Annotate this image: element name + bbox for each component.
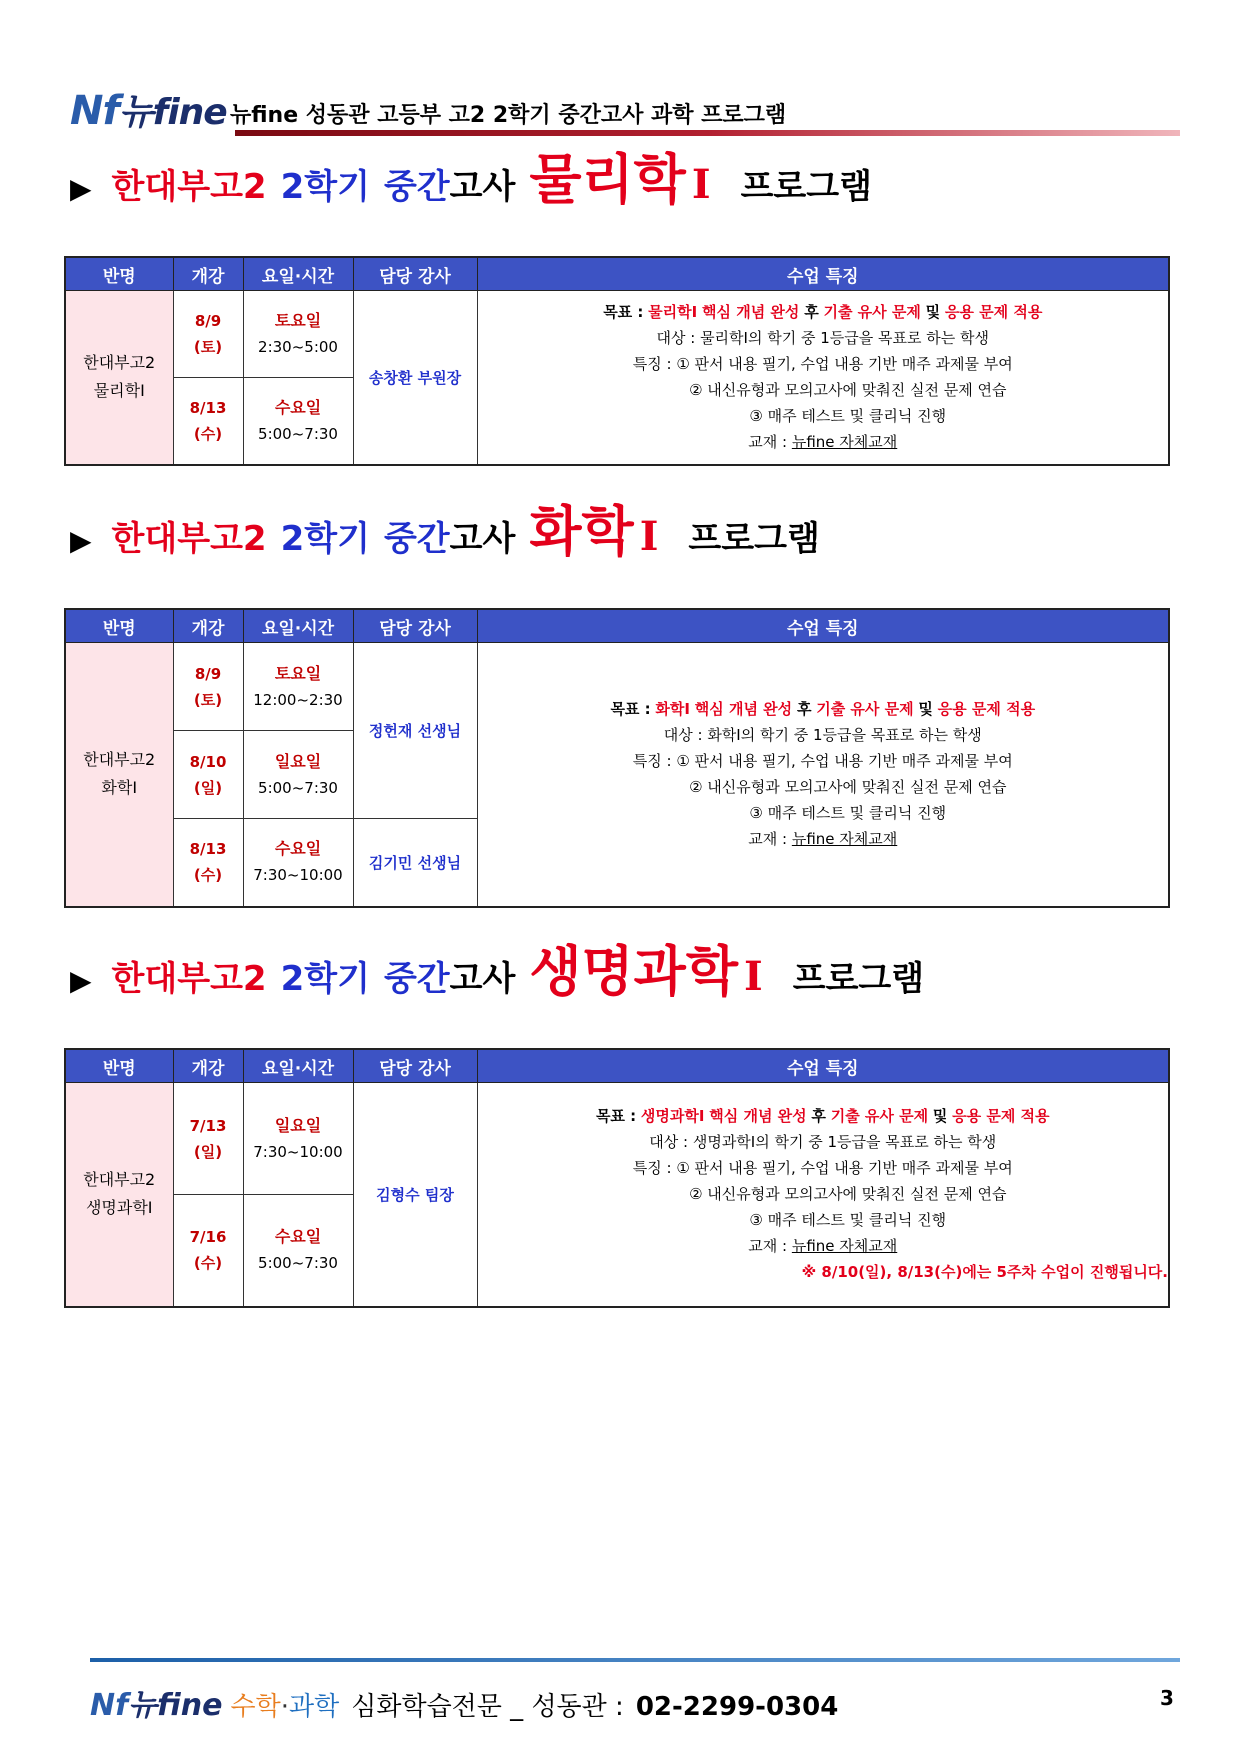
- goal-d: 및: [918, 700, 933, 719]
- page-footer: [90, 1680, 838, 1724]
- goal-line: [478, 1103, 1169, 1129]
- open-dow: (일): [193, 778, 223, 797]
- title-exam-b: 고사: [449, 959, 516, 999]
- title-exam-a: 중간: [383, 167, 450, 207]
- footer-logo: [90, 1688, 222, 1723]
- schedule-table-biology: [64, 1048, 1170, 1308]
- teacher-cell: 김기민 선생님: [353, 819, 477, 907]
- document-title: 뉴fine 성동관 고등부 고2 2학기 중간고사 과학 프로그램: [230, 103, 787, 128]
- table-row: [65, 1083, 1169, 1195]
- feature-1: ① 판서 내용 필기, 수업 내용 기반 매주 과제물 부여: [676, 1159, 1013, 1178]
- triangle-bullet-icon: ▶: [70, 172, 92, 205]
- feature-label: 특징 :: [632, 752, 672, 771]
- logo-text-b: fine: [152, 92, 227, 133]
- brand-logo: [70, 84, 227, 135]
- time-range: 5:00~7:30: [258, 778, 338, 797]
- time-range: 5:00~7:30: [258, 424, 338, 443]
- weekday: 수요일: [274, 839, 322, 859]
- time-cell: [243, 291, 353, 378]
- open-date: 8/10: [189, 752, 227, 771]
- goal-c: 기출 유사 문제: [830, 1107, 929, 1126]
- class-name-cell: [65, 1083, 173, 1307]
- feature-label: 특징 :: [632, 1159, 672, 1178]
- page-header: [70, 84, 1180, 140]
- open-date-cell: [173, 1195, 243, 1307]
- title-school: 한대부고2: [111, 519, 267, 559]
- time-cell: [243, 378, 353, 465]
- goal-a: 핵심 개념 완성: [702, 303, 800, 322]
- weekday: 수요일: [274, 1227, 322, 1247]
- feature-line-1: [478, 351, 1169, 377]
- title-subject: 생명과학: [529, 940, 739, 1003]
- logo-n: Nf: [70, 88, 119, 134]
- header-time: 요일·시간: [243, 257, 353, 291]
- section-title-biology: [70, 942, 924, 1011]
- table-row: [65, 643, 1169, 731]
- open-dow: (수): [193, 1254, 223, 1273]
- title-subject: 물리학: [529, 148, 686, 211]
- book-label: 교재 :: [748, 433, 788, 452]
- class-name-cell: [65, 643, 173, 907]
- time-cell: [243, 643, 353, 731]
- open-date: 8/13: [189, 398, 227, 417]
- time-cell: [243, 1195, 353, 1307]
- title-program: 프로그램: [688, 519, 820, 559]
- schedule-table-physics: [64, 256, 1170, 466]
- footer-tag-math: 수학: [230, 1692, 281, 1722]
- header-open: 개강: [173, 257, 243, 291]
- class-name-cell: [65, 291, 173, 465]
- target-line: 대상 : 물리학Ⅰ의 학기 중 1등급을 목표로 하는 학생: [656, 329, 989, 348]
- header-features: 수업 특징: [477, 1049, 1169, 1083]
- goal-a: 핵심 개념 완성: [709, 1107, 807, 1126]
- feature-line-1: [478, 1155, 1169, 1181]
- triangle-bullet-icon: ▶: [70, 524, 92, 557]
- teacher-cell: 김형수 팀장: [353, 1083, 477, 1307]
- feature-line-2: ② 내신유형과 모의고사에 맞춰진 실전 문제 연습: [689, 778, 1007, 797]
- open-date-cell: [173, 378, 243, 465]
- schedule-table-chemistry: [64, 608, 1170, 908]
- header-class: 반명: [65, 1049, 173, 1083]
- goal-b: 후: [796, 700, 812, 719]
- weekday: 토요일: [274, 663, 322, 683]
- time-range: 7:30~10:00: [253, 866, 343, 885]
- header-time: 요일·시간: [243, 1049, 353, 1083]
- header-teacher: 담당 강사: [353, 1049, 477, 1083]
- class-line2: 물리학Ⅰ: [93, 381, 145, 401]
- goal-d: 및: [932, 1107, 948, 1126]
- open-date: 8/9: [194, 664, 222, 683]
- title-roman: Ⅰ: [691, 161, 711, 208]
- features-cell: [477, 643, 1169, 907]
- goal-line: [478, 299, 1169, 325]
- table-header-row: [65, 609, 1169, 643]
- book-name: 뉴fine 자체교재: [791, 830, 898, 849]
- goal-a: 핵심 개념 완성: [694, 700, 793, 719]
- time-cell: [243, 1083, 353, 1195]
- title-school: 한대부고2: [111, 959, 267, 999]
- book-name: 뉴fine 자체교재: [791, 433, 898, 452]
- teacher-cell: 정헌재 선생님: [353, 643, 477, 819]
- weekday: 수요일: [274, 397, 322, 417]
- class-line2: 화학Ⅰ: [101, 778, 138, 798]
- open-date: 7/13: [189, 1116, 227, 1135]
- teacher-cell: 송창환 부원장: [353, 291, 477, 465]
- goal-subject: 물리학Ⅰ: [648, 303, 698, 322]
- feature-line-3: ③ 매주 테스트 및 클리닉 진행: [749, 804, 947, 823]
- book-name: 뉴fine 자체교재: [791, 1237, 898, 1256]
- book-label: 교재 :: [748, 830, 788, 849]
- header-open: 개강: [173, 609, 243, 643]
- title-school: 한대부고2: [111, 167, 267, 207]
- title-grade: 2학기: [280, 959, 370, 999]
- schedule-note: ※ 8/10(일), 8/13(수)에는 5주차 수업이 진행됩니다.: [801, 1263, 1168, 1282]
- header-time: 요일·시간: [243, 609, 353, 643]
- time-range: 5:00~7:30: [258, 1254, 338, 1273]
- open-dow: (토): [193, 690, 223, 709]
- goal-b: 후: [811, 1107, 826, 1126]
- title-grade: 2학기: [280, 167, 370, 207]
- feature-1: ① 판서 내용 필기, 수업 내용 기반 매주 과제물 부여: [676, 355, 1013, 374]
- features-cell: [477, 1083, 1169, 1307]
- title-subject: 화학: [529, 500, 634, 563]
- title-roman: Ⅰ: [744, 953, 763, 1000]
- title-exam-b: 고사: [449, 519, 516, 559]
- open-date: 8/13: [189, 840, 227, 859]
- title-exam-a: 중간: [383, 959, 450, 999]
- goal-label: 목표 :: [610, 700, 651, 719]
- open-date: 7/16: [189, 1228, 227, 1247]
- section-title-chemistry: [70, 502, 820, 571]
- time-range: 7:30~10:00: [253, 1142, 343, 1161]
- title-program: 프로그램: [792, 959, 925, 999]
- class-line1: 한대부고2: [83, 353, 156, 373]
- book-line: [478, 429, 1169, 455]
- goal-line: [478, 696, 1169, 722]
- book-line: [478, 826, 1169, 852]
- footer-specialty: 심화학습전문 _ 성동관 :: [351, 1692, 624, 1722]
- table-header-row: [65, 1049, 1169, 1083]
- feature-line-3: ③ 매주 테스트 및 클리닉 진행: [749, 1211, 947, 1230]
- time-range: 2:30~5:00: [258, 338, 338, 356]
- goal-subject: 화학Ⅰ: [655, 700, 690, 719]
- footer-logo-nf: Nf: [90, 1688, 129, 1723]
- page-number: 3: [1160, 1686, 1174, 1710]
- title-roman: Ⅰ: [639, 513, 659, 560]
- open-dow: (일): [193, 1142, 223, 1161]
- time-cell: [243, 731, 353, 819]
- goal-label: 목표 :: [595, 1107, 637, 1126]
- target-line: 대상 : 생명과학Ⅰ의 학기 중 1등급을 목표로 하는 학생: [649, 1133, 997, 1152]
- title-underline: [235, 130, 1180, 136]
- footer-tag-dot: ·: [280, 1692, 289, 1722]
- header-teacher: 담당 강사: [353, 257, 477, 291]
- header-features: 수업 특징: [477, 257, 1169, 291]
- class-line1: 한대부고2: [83, 750, 156, 770]
- open-date-cell: [173, 731, 243, 819]
- triangle-bullet-icon: ▶: [70, 964, 92, 997]
- feature-line-1: [478, 748, 1169, 774]
- weekday: 일요일: [274, 1115, 322, 1135]
- header-open: 개강: [173, 1049, 243, 1083]
- footer-phone: 02-2299-0304: [635, 1692, 839, 1722]
- header-class: 반명: [65, 257, 173, 291]
- header-teacher: 담당 강사: [353, 609, 477, 643]
- feature-label: 특징 :: [632, 355, 672, 374]
- section-title-physics: [70, 150, 872, 219]
- goal-c: 기출 유사 문제: [816, 700, 914, 719]
- open-dow: (수): [193, 424, 223, 443]
- open-date-cell: [173, 819, 243, 907]
- open-date-cell: [173, 643, 243, 731]
- time-cell: [243, 819, 353, 907]
- goal-c: 기출 유사 문제: [823, 303, 921, 322]
- title-program: 프로그램: [740, 167, 872, 207]
- logo-text-a: 뉴: [118, 92, 153, 133]
- open-date: 8/9: [194, 312, 222, 330]
- goal-e: 응용 문제 적용: [944, 303, 1043, 322]
- class-line1: 한대부고2: [83, 1170, 156, 1190]
- footer-tag-science: 과학: [288, 1692, 340, 1722]
- target-line: 대상 : 화학Ⅰ의 학기 중 1등급을 목표로 하는 학생: [663, 726, 982, 745]
- title-exam-a: 중간: [383, 519, 450, 559]
- weekday: 토요일: [274, 311, 322, 330]
- open-dow: (토): [193, 338, 223, 356]
- goal-e: 응용 문제 적용: [952, 1107, 1050, 1126]
- feature-line-3: ③ 매주 테스트 및 클리닉 진행: [749, 407, 947, 426]
- goal-b: 후: [804, 303, 819, 322]
- table-row: [65, 291, 1169, 378]
- header-class: 반명: [65, 609, 173, 643]
- weekday: 일요일: [274, 751, 322, 771]
- feature-line-2: ② 내신유형과 모의고사에 맞춰진 실전 문제 연습: [689, 1185, 1007, 1204]
- title-exam-b: 고사: [449, 167, 516, 207]
- features-cell: [477, 291, 1169, 465]
- footer-logo-text: 뉴fine: [128, 1688, 223, 1723]
- header-features: 수업 특징: [477, 609, 1169, 643]
- open-date-cell: [173, 291, 243, 378]
- book-label: 교재 :: [748, 1237, 788, 1256]
- feature-1: ① 판서 내용 필기, 수업 내용 기반 매주 과제물 부여: [676, 752, 1013, 771]
- goal-e: 응용 문제 적용: [937, 700, 1036, 719]
- feature-line-2: ② 내신유형과 모의고사에 맞춰진 실전 문제 연습: [689, 381, 1007, 400]
- open-dow: (수): [193, 866, 223, 885]
- goal-subject: 생명과학Ⅰ: [640, 1107, 705, 1126]
- book-line: [478, 1233, 1169, 1259]
- table-header-row: [65, 257, 1169, 291]
- title-grade: 2학기: [280, 519, 370, 559]
- footer-divider: [90, 1658, 1180, 1662]
- open-date-cell: [173, 1083, 243, 1195]
- time-range: 12:00~2:30: [253, 690, 343, 709]
- goal-d: 및: [925, 303, 941, 322]
- class-line2: 생명과학Ⅰ: [85, 1198, 153, 1218]
- goal-label: 목표 :: [603, 303, 644, 322]
